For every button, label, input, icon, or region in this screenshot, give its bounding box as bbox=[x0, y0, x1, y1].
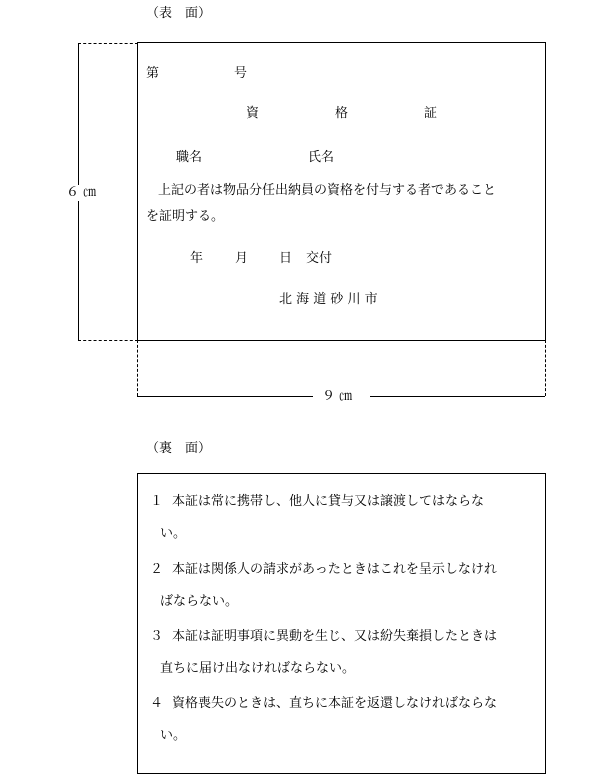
height-dim-top-extension bbox=[78, 43, 138, 44]
number-suffix: 号 bbox=[234, 66, 248, 81]
date-issued: 交付 bbox=[306, 251, 333, 266]
date-year: 年 bbox=[190, 251, 204, 266]
back-item-text: 本証は証明事項に異動を生じ、又は紛失棄損したときは bbox=[172, 629, 498, 644]
certificate-back-card bbox=[137, 473, 546, 774]
back-item-text-continued: い。 bbox=[160, 728, 187, 743]
width-dim-right-extension bbox=[545, 340, 546, 396]
number-prefix: 第 bbox=[146, 66, 160, 81]
back-item-text-continued: ばならない。 bbox=[160, 594, 239, 609]
name-label: 氏名 bbox=[308, 150, 335, 165]
back-item-text: 本証は常に携帯し、他人に貸与又は譲渡してはならな bbox=[172, 494, 485, 509]
back-item-number: ４ bbox=[150, 696, 164, 711]
back-item-number: ２ bbox=[150, 562, 164, 577]
date-month: 月 bbox=[235, 251, 249, 266]
back-item-2 bbox=[150, 554, 545, 618]
issuer-name: 北 海 道 砂 川 市 bbox=[279, 292, 378, 307]
body-text-line-2: を証明する。 bbox=[146, 209, 225, 224]
width-dim-line-left bbox=[137, 396, 313, 397]
width-dim-line-right bbox=[370, 396, 545, 397]
date-day: 日 bbox=[279, 251, 293, 266]
body-text-line-1: 上記の者は物品分任出納員の資格を付与する者であること bbox=[158, 183, 497, 198]
back-item-1 bbox=[150, 486, 545, 550]
back-item-text: 資格喪失のときは、直ちに本証を返還しなければならな bbox=[172, 696, 498, 711]
front-side-label: （表 面） bbox=[146, 6, 212, 21]
height-dim-label: ６ ㎝ bbox=[62, 185, 100, 201]
title-char-2: 格 bbox=[335, 106, 349, 121]
back-side-label: （裏 面） bbox=[146, 441, 212, 456]
title-char-3: 証 bbox=[424, 106, 438, 121]
width-dim-left-extension bbox=[137, 340, 138, 396]
title-char-1: 資 bbox=[246, 106, 260, 121]
width-dim-label: ９ ㎝ bbox=[322, 389, 353, 404]
height-dim-bottom-extension bbox=[78, 340, 138, 341]
back-item-3 bbox=[150, 621, 545, 685]
back-item-4 bbox=[150, 688, 545, 752]
back-item-number: １ bbox=[150, 494, 164, 509]
certificate-front-card bbox=[137, 42, 546, 341]
back-item-text: 本証は関係人の請求があったときはこれを呈示しなけれ bbox=[172, 562, 497, 577]
back-item-text-continued: い。 bbox=[160, 526, 187, 541]
back-item-number: ３ bbox=[150, 629, 164, 644]
back-item-text-continued: 直ちに届け出なければならない。 bbox=[160, 661, 356, 676]
position-label: 職名 bbox=[176, 150, 203, 165]
